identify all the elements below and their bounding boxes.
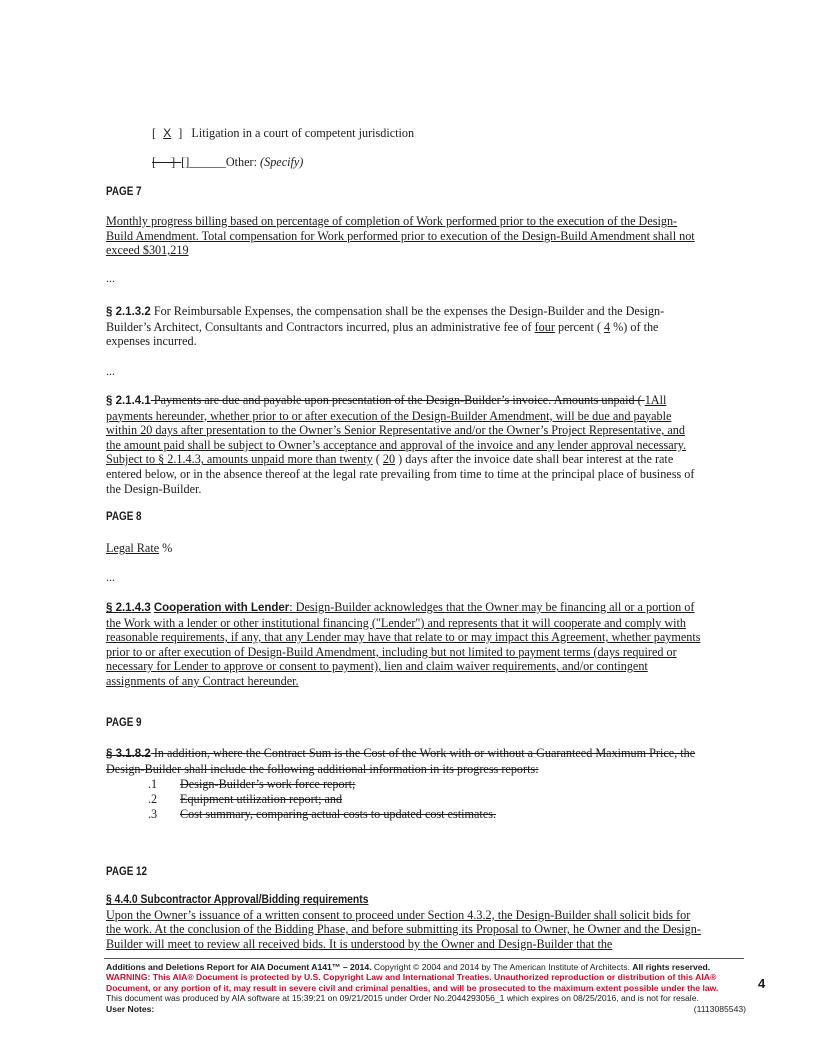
- list-item: .1 Design-Builder’s work force report;: [148, 777, 356, 791]
- copyright-line: Additions and Deletions Report for AIA Document A141™ – 2014. Copyright © 2004 and 2014 by The American Institute of Architects. All rights reserved.: [106, 962, 711, 972]
- other-label: Other:: [225, 155, 257, 169]
- document-id: (1113085543): [693, 1003, 746, 1014]
- other-option: [ ][]______Other: (Specify): [152, 155, 304, 169]
- litigation-label: Litigation in a court of competent jurisdiction: [191, 126, 415, 140]
- other-bracket: []: [181, 155, 190, 169]
- section-number: § 2.1.4.1: [106, 395, 151, 407]
- list-item: .3 Cost summary, comparing actual costs to updated cost estimates.: [148, 807, 497, 821]
- production-note: This document was produced by AIA software at 15:39:21 on 09/21/2015 under Order No.2044293056_1 which expires on 08/25/2016, and is not for resale.: [106, 993, 699, 1004]
- footer: [106, 962, 746, 1014]
- page-number: 4: [758, 976, 766, 991]
- billing-paragraph: Monthly progress billing based on percentage of completion of Work performed prior to the execution of the Design-Build Amendment. Total compensation for Work performed prior to execution of the Design-Build Amendment shall not exceed $301,219: [106, 214, 695, 258]
- copyright-warning: WARNING: This AIA® Document is protected by U.S. Copyright Law and International Treaties. Unauthorized reproduction or distribution of this AIA® Document, or any portion of it, may result in severe civil and criminal penalties, and will be prosecuted to the maximum extent possible under the law.: [106, 972, 719, 993]
- user-notes-label: User Notes:: [106, 1003, 155, 1014]
- section-2-1-3-2: § 2.1.3.2 For Reimbursable Expenses, the compensation shall be the expenses the Design-Builder and the Design-Builder’s Architect, Consultants and Contractors incurred, plus an administrative fee of four percent ( 4 %) of the expenses incurred.: [106, 304, 665, 349]
- section-2-1-4-1: § 2.1.4.1 Payments are due and payable upon presentation of the Design-Builder’s invoice. Amounts unpaid ( 1All payments hereunder, whether prior to or after execution of the Design-Builder Amendment, will be due and payable within 20 days after presentation to the Owner’s Senior Representative and/or the Owner’s Project Representative, and the amount paid shall be subject to Owner’s acceptance and approval of the invoice and any lender approval necessary. Subject to § 2.1.4.3, amounts unpaid more than twenty ( 20 ) days after the invoice date shall bear interest at the rate entered below, or in the absence thereof at the legal rate prevailing from time to time at the principal place of business of the Design-Builder.: [106, 393, 695, 496]
- ellipsis: ...: [106, 271, 115, 285]
- section-number: § 2.1.4.3: [106, 602, 151, 614]
- legal-rate: Legal Rate %: [106, 541, 173, 555]
- other-struck-bracket: [ ]: [152, 155, 182, 169]
- user-notes-row: [106, 1004, 746, 1014]
- section-title: Cooperation with Lender: [153, 602, 290, 614]
- litigation-checkmark: X: [163, 126, 172, 140]
- ellipsis: ...: [106, 570, 115, 584]
- page-8-heading: PAGE 8: [106, 511, 142, 523]
- deleted-text: Payments are due and payable upon presentation of the Design-Builder’s invoice. Amounts unpaid (: [150, 393, 645, 407]
- section-text: Upon the Owner’s issuance of a written consent to proceed under Section 4.3.2, the Design-Builder shall solicit bids for the work. At the conclusion of the Bidding Phase, and before submitting its Proposal to Owner, he Owner and the Design-Builder will meet to review all received bids. It is understood by the Owner and Design-Builder that the: [106, 907, 701, 951]
- other-specify: (Specify): [260, 155, 304, 169]
- ellipsis: ...: [106, 364, 115, 378]
- list-item: .2 Equipment utilization report; and: [148, 792, 343, 806]
- section-2-1-4-3: § 2.1.4.3 Cooperation with Lender: Design-Builder acknowledges that the Owner may be financing all or a portion of the Work with a lender or other institutional financing ("Lender") and represents that it will cooperate and comply with reasonable requirements, if any, that any Lender may have that relate to or may impact this Agreement, whether payments prior to or after execution of Design-Build Amendment, including but not limited to payment terms (days required or necessary for Lender to approve or consent to payment), lien and claim waiver requirements, and/or contingent assignments of any Contract hereunder.: [106, 600, 701, 688]
- page-7-heading: PAGE 7: [106, 186, 142, 198]
- litigation-option: [ X ] Litigation in a court of competent jurisdiction: [152, 126, 415, 140]
- section-number: § 3.1.8.2: [106, 748, 151, 760]
- section-3-1-8-2: § 3.1.8.2 In addition, where the Contract Sum is the Cost of the Work with or without a Guaranteed Maximum Price, the Design-Builder shall include the following additional information in its progress reports:: [106, 746, 696, 776]
- footer-divider: [104, 958, 744, 959]
- inserted-text: 1All payments hereunder, whether prior to or after execution of the Design-Builder Amendment, will be due and payable within 20 days after presentation to the Owner’s Senior Representative and/or the Owner’s Project Representative, and the amount paid shall be subject to Owner’s acceptance and approval of the invoice and any lender approval necessary. Subject to § 2.1.4.3, amounts unpaid more than twenty: [106, 393, 687, 467]
- section-number: § 2.1.3.2: [106, 306, 151, 318]
- page-12-heading: PAGE 12: [106, 866, 148, 878]
- section-4-4-0: [106, 893, 702, 951]
- section-title: § 4.4.0 Subcontractor Approval/Bidding requirements: [106, 894, 369, 906]
- page-9-heading: PAGE 9: [106, 717, 142, 729]
